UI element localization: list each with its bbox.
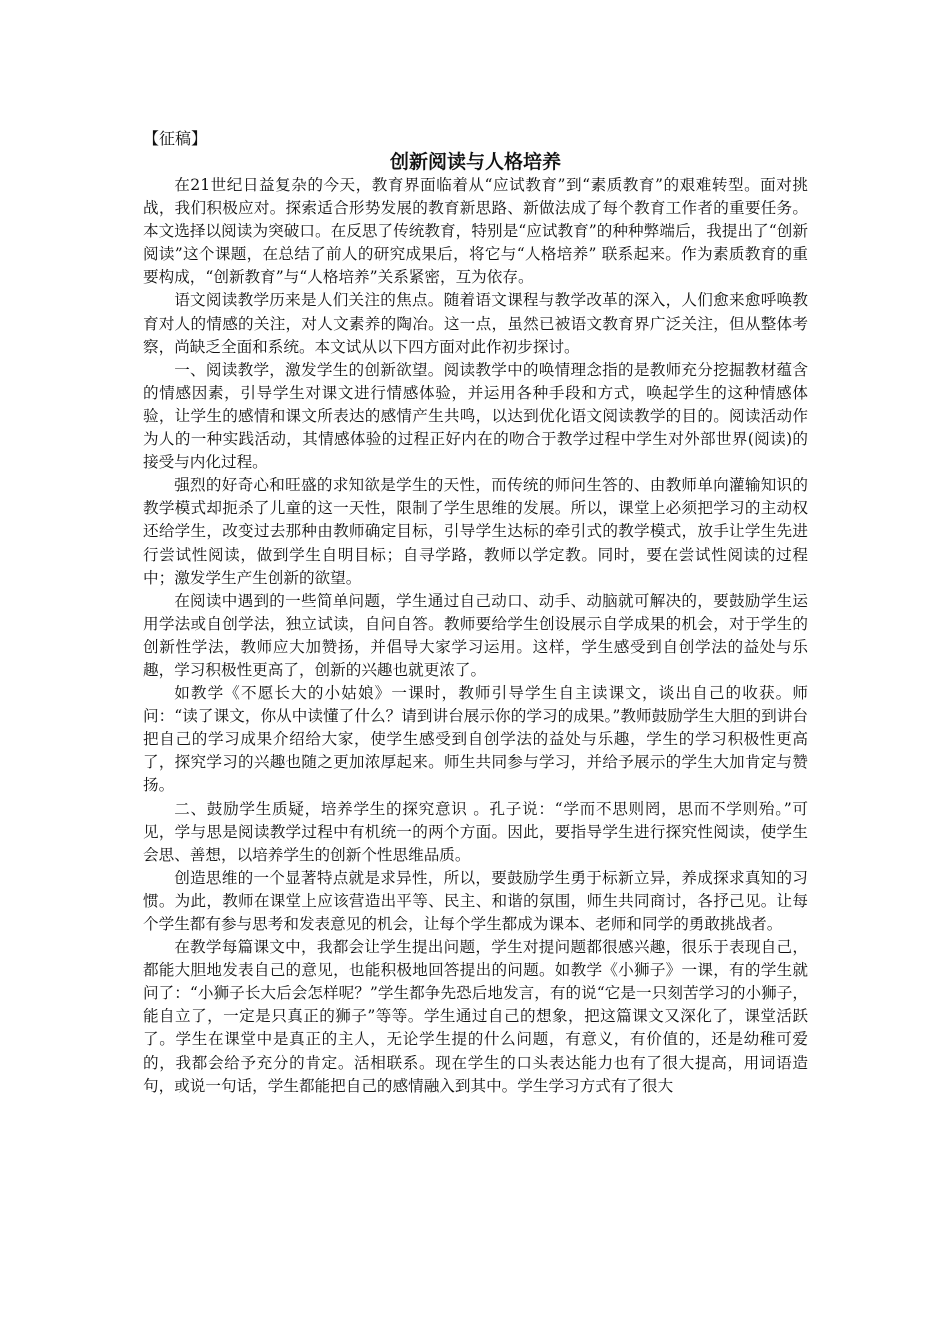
paragraph-example-one: 如教学《不愿长大的小姑娘》一课时，教师引导学生自主读课文，谈出自己的收获。师问：“读了课文，你从中读懂了什么？请到讲台展示你的学习的成果。”教师鼓励学生大胆的到讲台把自己的学习成果介绍给大家，使学生感受到自创学法的益处与乐趣，学生的学习积极性更高了，探究学习的兴趣也随之更加浓厚起来。师生共同参与学习，并给予展示的学生大加肯定与赞扬。 [143,684,808,795]
paragraph-section-one: 一、阅读教学，激发学生的创新欲望。阅读教学中的唤情理念指的是教师充分挖掘教材蕴含的情感因素，引导学生对课文进行情感体验，并运用各种手段和方式，唤起学生的这种情感体验，让学生的感情和课文所表达的感情产生共鸣，以达到优化语文阅读教学的目的。阅读活动作为人的一种实践活动，其情感体验的过程正好内在的吻合于教学过程中学生对外部世界(阅读)的接受与内化过程。 [143,360,808,472]
document-body [143,174,808,1098]
paragraph-background: 语文阅读教学历来是人们关注的焦点。随着语文课程与教学改革的深入，人们愈来愈呼唤教育对人的情感的关注，对人文素养的陶冶。这一点，虽然已被语文教育界广泛关注，但从整体考察，尚缺乏全面和系统。本文试从以下四方面对此作初步探讨。 [143,291,808,356]
paragraph-curiosity: 强烈的好奇心和旺盛的求知欲是学生的天性，而传统的师问生答的、由教师单向灌输知识的教学模式却扼杀了儿童的这一天性，限制了学生思维的发展。所以，课堂上必须把学习的主动权还给学生，改变过去那种由教师确定目标，引导学生达标的牵引式的教学模式，放手让学生先进行尝试性阅读，做到学生自明目标；自寻学路，教师以学定教。同时，要在尝试性阅读的过程中；激发学生产生创新的欲望。 [143,476,808,587]
paragraph-section-two: 二、鼓励学生质疑，培养学生的探究意识 。孔子说：“学而不思则罔，思而不学则殆。”可见，学与思是阅读教学过程中有机统一的两个方面。因此，要指导学生进行探究性阅读，使学生会思、善想，以培养学生的创新个性思维品质。 [143,799,808,864]
paragraph-example-two: 在教学每篇课文中，我都会让学生提出问题，学生对提问题都很感兴趣，很乐于表现自己，都能大胆地发表自己的意见，也能积极地回答提出的问题。如教学《小狮子》一课，有的学生就问了：“小狮子长大后会怎样呢？”学生都争先恐后地发言，有的说“它是一只刻苦学习的小狮子，能自立了，一定是只真正的狮子”等等。学生通过自己的想象，把这篇课文又深化了，课堂活跃了。学生在课堂中是真正的主人，无论学生提的什么问题，有意义，有价值的，还是幼稚可爱的，我都会给予充分的肯定。活相联系。现在学生的口头表达能力也有了很大提高，用词语造句，或说一句话，学生都能把自己的感情融入到其中。学生学习方式有了很大 [143,938,808,1095]
paragraph-intro: 在21世纪日益复杂的今天，教育界面临着从“应试教育”到“素质教育”的艰难转型。面对挑战，我们积极应对。探索适合形势发展的教育新思路、新做法成了每个教育工作者的重要任务。本文选择以阅读为突破口。在反思了传统教育，特别是“应试教育”的种种弊端后，我提出了“创新阅读”这个课题，在总结了前人的研究成果后，将它与“人格培养” 联系起来。作为素质教育的重要构成，“创新教育”与“人格培养”关系紧密，互为依存。 [143,176,808,287]
document-tag: 【征稿】 [143,129,208,148]
document-title: 创新阅读与人格培养 [389,151,561,173]
paragraph-simple-problems: 在阅读中遇到的一些简单问题，学生通过自己动口、动手、动脑就可解决的，要鼓励学生运用学法或自创学法，独立试读，自问自答。教师要给学生创设展示自学成果的机会，对于学生的创新性学法，教师应大加赞扬，并倡导大家学习运用。这样，学生感受到自创学法的益处与乐趣，学习积极性更高了，创新的兴趣也就更浓了。 [143,591,808,679]
paragraph-creative-thinking: 创造思维的一个显著特点就是求异性，所以，要鼓励学生勇于标新立异，养成探求真知的习惯。为此，教师在课堂上应该营造出平等、民主、和谐的氛围，师生共同商讨，各抒己见。让每个学生都有参与思考和发表意见的机会，让每个学生都成为课本、老师和同学的勇敢挑战者。 [143,868,808,933]
